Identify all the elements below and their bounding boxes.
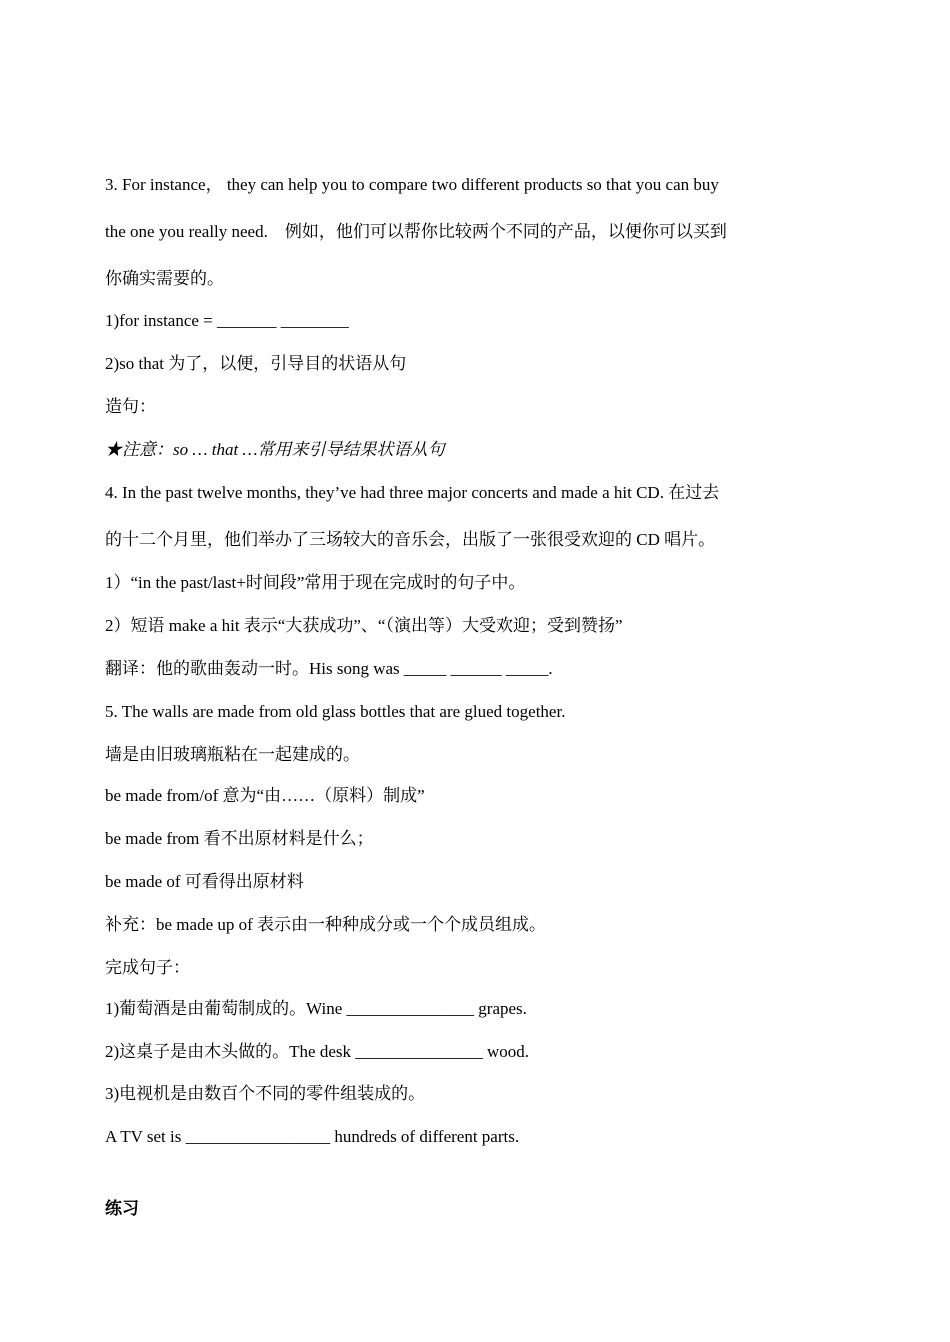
item4-note-make-a-hit: 2）短语 make a hit 表示“大获成功”、“（演出等）大受欢迎；受到赞扬” [105, 616, 623, 635]
item3-sentence-line3: 你确实需要的。 [105, 269, 224, 288]
item5-exercise-2: 2)这桌子是由木头做的。The desk _______________ wood. [105, 1042, 530, 1061]
exercise-heading: 练习 [105, 1199, 139, 1218]
item5-supplement: 补充：be made up of 表示由一种种成分或一个个成员组成。 [105, 915, 547, 934]
item5-exercise-3-blank: A TV set is _________________ hundreds of different parts. [105, 1127, 520, 1146]
item3-note-for-instance: 1)for instance = _______ ________ [105, 311, 349, 330]
item5-complete-label: 完成句子： [105, 958, 190, 977]
item4-sentence-line1: 4. In the past twelve months, they’ve had three major concerts and made a hit CD. 在过去 [105, 483, 720, 502]
item3-make-sentence-label: 造句： [105, 397, 156, 416]
item3-note-so-that: 2)so that 为了，以便，引导目的状语从句 [105, 354, 407, 373]
item3-attention-note: ★注意：so … that …常用来引导结果状语从句 [105, 440, 445, 459]
item4-translate-exercise: 翻译：他的歌曲轰动一时。His song was _____ ______ _____. [105, 659, 553, 678]
item4-note-in-the-past: 1）“in the past/last+时间段”常用于现在完成时的句子中。 [105, 573, 526, 592]
item5-note-made-from: be made from 看不出原材料是什么； [105, 829, 374, 848]
item3-sentence-line1: 3. For instance， they can help you to compare two different products so that you can buy [105, 175, 719, 194]
item4-sentence-line2: 的十二个月里，他们举办了三场较大的音乐会，出版了一张很受欢迎的 CD 唱片。 [105, 530, 716, 549]
item5-exercise-3: 3)电视机是由数百个不同的零件组装成的。 [105, 1084, 426, 1103]
item5-note-made-of: be made of 可看得出原材料 [105, 872, 304, 891]
item5-note-made-from-of: be made from/of 意为“由……（原料）制成” [105, 786, 425, 805]
item5-exercise-1: 1)葡萄酒是由葡萄制成的。Wine _______________ grapes. [105, 999, 527, 1018]
item3-sentence-line2: the one you really need. 例如，他们可以帮你比较两个不同的产品，以便你可以买到 [105, 222, 727, 241]
item5-sentence-english: 5. The walls are made from old glass bottles that are glued together. [105, 702, 566, 721]
item5-sentence-chinese: 墙是由旧玻璃瓶粘在一起建成的。 [105, 745, 360, 764]
